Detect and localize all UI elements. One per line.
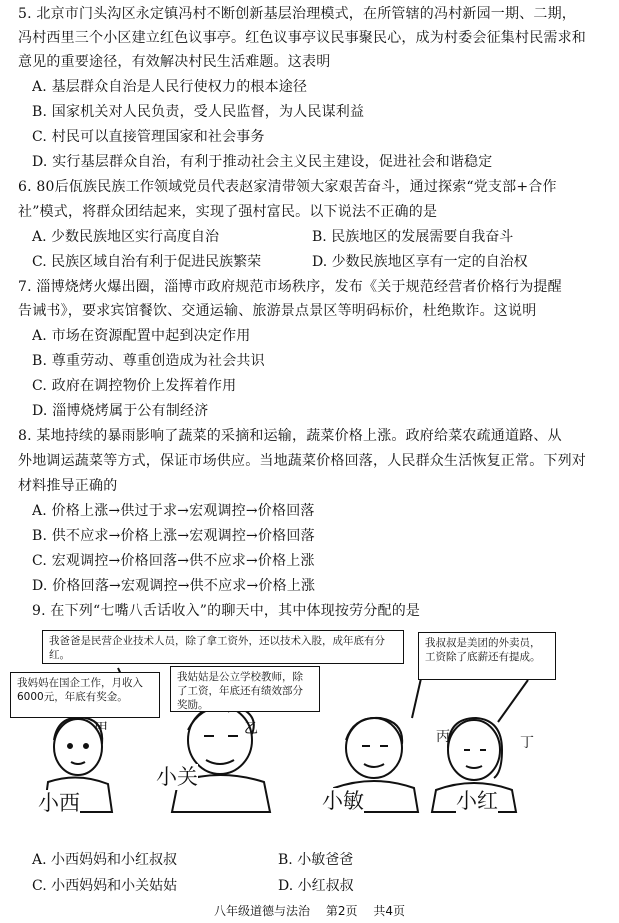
name-label-xiaomin: 小敏 — [322, 789, 364, 813]
q9-cartoon — [8, 622, 612, 832]
name-label-xiaoxi: 小西 — [38, 791, 80, 815]
q5-option-c: C. 村民可以直接管理国家和社会事务 — [32, 129, 265, 145]
mark-yi: 乙 — [244, 721, 258, 737]
q5-stem-line-1: 5. 北京市门头沟区永定镇冯村不断创新基层治理模式，在所管辖的冯村新园一期、二期， — [18, 6, 577, 22]
q8-stem-line-2: 外地调运蔬菜等方式，保证市场供应。当地蔬菜价格回落，人民群众生活恢复正常。下列对 — [18, 453, 586, 469]
q9-option-d: D. 小红叔叔 — [278, 878, 354, 894]
q9-option-a: A. 小西妈妈和小红叔叔 — [32, 852, 178, 868]
q7-option-b: B. 尊重劳动、尊重创造成为社会共识 — [32, 353, 265, 369]
q9-option-c: C. 小西妈妈和小关姑姑 — [32, 878, 178, 894]
q6-option-c: C. 民族区域自治有利于促进民族繁荣 — [32, 254, 262, 270]
q7-option-c: C. 政府在调控物价上发挥着作用 — [32, 378, 237, 394]
q9-stem: 9. 在下列“七嘴八舌话收入”的聊天中，其中体现按劳分配的是 — [32, 603, 421, 619]
q8-option-d: D. 价格回落→宏观调控→供不应求→价格上涨 — [32, 578, 316, 594]
xiaohong-figure — [448, 720, 500, 780]
mark-jia: 甲 — [94, 721, 108, 737]
q5-stem-line-3: 意见的重要途径，有效解决村民生活难题。这表明 — [18, 54, 331, 70]
name-label-xiaohong: 小红 — [456, 789, 498, 813]
bubble-ding-uncle: 我叔叔是美团的外卖员，工资除了底薪还有提成。 — [418, 632, 556, 680]
name-label-xiaoguan: 小关 — [156, 765, 198, 789]
mark-bing: 丙 — [436, 729, 450, 745]
q8-option-a: A. 价格上涨→供过于求→宏观调控→价格回落 — [32, 503, 315, 519]
footer-page-number: 第2页 — [325, 904, 358, 918]
q6-stem-line-2: 社”模式，将群众团结起来，实现了强村富民。以下说法不正确的是 — [18, 204, 438, 220]
q9-option-b: B. 小敏爸爸 — [278, 852, 354, 868]
q8-stem-line-3: 材料推导正确的 — [18, 478, 118, 494]
bubble-xiaoguan-aunt: 我姑姑是公立学校教师，除了工资，年底还有绩效部分奖励。 — [170, 666, 320, 712]
footer-total-pages: 共4页 — [373, 904, 405, 918]
mark-ding: 丁 — [520, 735, 534, 751]
q5-option-a: A. 基层群众自治是人民行使权力的根本途径 — [32, 79, 308, 95]
q6-option-d: D. 少数民族地区享有一定的自治权 — [312, 254, 528, 270]
q6-option-a: A. 少数民族地区实行高度自治 — [32, 229, 220, 245]
bubble-jia-father: 我爸爸是民营企业技术人员，除了拿工资外，还以技术入股，成年底有分红。 — [42, 630, 404, 664]
q8-option-c: C. 宏观调控→价格回落→供不应求→价格上涨 — [32, 553, 315, 569]
q7-stem-line-2: 告诫书》，要求宾馆餐饮、交通运输、旅游景点景区等明码标价，杜绝欺诈。这说明 — [18, 303, 537, 319]
q7-option-a: A. 市场在资源配置中起到决定作用 — [32, 328, 251, 344]
q7-option-d: D. 淄博烧烤属于公有制经济 — [32, 403, 209, 419]
page-footer — [0, 903, 619, 919]
q8-option-b: B. 供不应求→价格上涨→宏观调控→价格回落 — [32, 528, 315, 544]
q8-stem-line-1: 8. 某地持续的暴雨影响了蔬菜的采摘和运输，蔬菜价格上涨。政府给菜农疏通道路、从 — [18, 428, 562, 444]
q6-stem-line-1: 6. 80后佤族民族工作领域党员代表赵家清带领大家艰苦奋斗，通过探索“党支部+合作 — [18, 179, 557, 195]
bubble-xiaoxi-mother: 我妈妈在国企工作，月收入6000元，年底有奖金。 — [10, 672, 160, 718]
q5-stem-line-2: 冯村西里三个小区建立红色议事亭。红色议事亭议民事聚民心，成为村委会征集村民需求和 — [18, 30, 586, 46]
q5-option-d: D. 实行基层群众自治，有利于推动社会主义民主建设，促进社会和谐稳定 — [32, 154, 493, 170]
footer-subject: 八年级道德与法治 — [214, 904, 311, 918]
q6-option-b: B. 民族地区的发展需要自我奋斗 — [312, 229, 514, 245]
q7-stem-line-1: 7. 淄博烧烤火爆出圈，淄博市政府规范市场秩序，发布《关于规范经营者价格行为提醒 — [18, 279, 562, 295]
q5-option-b: B. 国家机关对人民负责，受人民监督，为人民谋利益 — [32, 104, 365, 120]
